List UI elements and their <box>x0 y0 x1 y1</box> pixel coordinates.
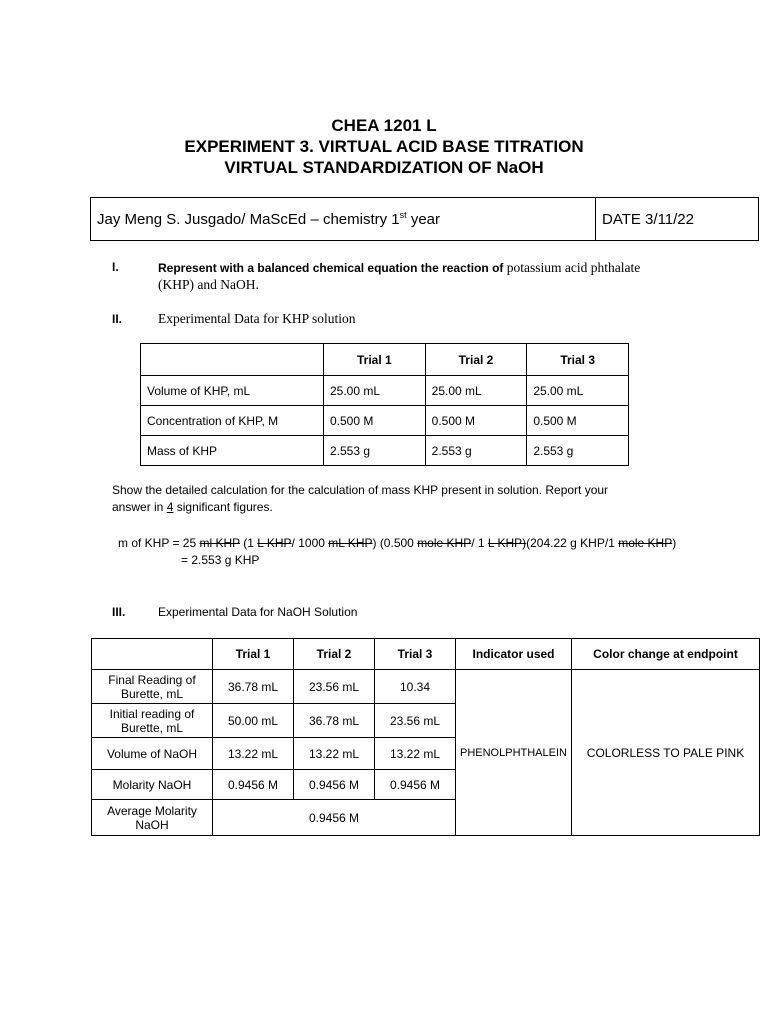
khp-data-table <box>140 343 629 466</box>
cell-trial-2: 2.553 g <box>425 436 527 466</box>
cell-trial-2: 23.56 mL <box>294 670 375 704</box>
course-code: CHEA 1201 L <box>331 116 437 135</box>
row-label: Average Molarity NaOH <box>92 800 213 836</box>
cell-trial-3: 10.34 <box>375 670 456 704</box>
khp-header-trial-2: Trial 2 <box>425 344 527 376</box>
student-info-box <box>90 197 759 241</box>
date-text: DATE 3/11/22 <box>602 210 694 228</box>
section-3-number: III. <box>112 605 126 619</box>
naoh-header-trial-1: Trial 1 <box>213 639 294 670</box>
experiment-subtitle: VIRTUAL STANDARDIZATION OF NaOH <box>224 158 544 177</box>
section-3-title: Experimental Data for NaOH Solution <box>158 605 358 619</box>
cell-trial-1: 25.00 mL <box>324 376 426 406</box>
khp-header-trial-1: Trial 1 <box>324 344 426 376</box>
cell-trial-1: 0.500 M <box>324 406 426 436</box>
row-label: Final Reading of Burette, mL <box>92 670 213 704</box>
naoh-header-indicator: Indicator used <box>456 639 572 670</box>
calc-instruction-line2: answer in 4 significant figures. <box>112 500 273 514</box>
row-label: Volume of NaOH <box>92 738 213 770</box>
naoh-header-trial-3: Trial 3 <box>375 639 456 670</box>
cell-trial-2: 0.500 M <box>425 406 527 436</box>
cell-trial-3: 2.553 g <box>527 436 629 466</box>
table-row <box>141 436 629 466</box>
section-2-title: Experimental Data for KHP solution <box>158 311 356 326</box>
khp-table-header-row <box>141 344 629 376</box>
calc-instruction-line1: Show the detailed calculation for the calculation of mass KHP present in solution. Report your <box>112 483 609 497</box>
cell-trial-1: 2.553 g <box>324 436 426 466</box>
cell-trial-2: 25.00 mL <box>425 376 527 406</box>
naoh-data-table <box>91 638 760 836</box>
cell-trial-2: 13.22 mL <box>294 738 375 770</box>
row-label: Initial reading of Burette, mL <box>92 704 213 738</box>
table-row <box>141 376 629 406</box>
khp-header-blank <box>141 344 324 376</box>
cell-trial-1: 50.00 mL <box>213 704 294 738</box>
average-molarity-value: 0.9456 M <box>213 800 456 836</box>
cell-trial-1: 0.9456 M <box>213 770 294 800</box>
date-cell <box>596 198 758 240</box>
naoh-header-color-change: Color change at endpoint <box>572 639 760 670</box>
indicator-cell: PHENOLPHTHALEIN <box>456 670 572 836</box>
cell-trial-3: 0.500 M <box>527 406 629 436</box>
row-label: Volume of KHP, mL <box>141 376 324 406</box>
cell-trial-3: 23.56 mL <box>375 704 456 738</box>
naoh-header-trial-2: Trial 2 <box>294 639 375 670</box>
student-name: Jay Meng S. Jusgado/ MaScEd – chemistry 1st year <box>97 210 441 228</box>
student-name-cell <box>91 198 596 240</box>
naoh-table-header-row <box>92 639 760 670</box>
cell-trial-3: 25.00 mL <box>527 376 629 406</box>
cell-trial-3: 0.9456 M <box>375 770 456 800</box>
cell-trial-1: 13.22 mL <box>213 738 294 770</box>
section-1-text: Represent with a balanced chemical equation the reaction of potassium acid phthalate <box>158 260 641 275</box>
table-row <box>141 406 629 436</box>
row-label: Concentration of KHP, M <box>141 406 324 436</box>
cell-trial-2: 0.9456 M <box>294 770 375 800</box>
color-change-cell: COLORLESS TO PALE PINK <box>572 670 760 836</box>
table-row <box>92 670 760 704</box>
section-1-number: I. <box>112 260 119 274</box>
section-2-number: II. <box>112 312 123 326</box>
khp-header-trial-3: Trial 3 <box>527 344 629 376</box>
section-1-text-line2: (KHP) and NaOH. <box>158 277 259 292</box>
calc-result: = 2.553 g KHP <box>181 553 260 567</box>
cell-trial-2: 36.78 mL <box>294 704 375 738</box>
naoh-header-blank <box>92 639 213 670</box>
cell-trial-1: 36.78 mL <box>213 670 294 704</box>
row-label: Mass of KHP <box>141 436 324 466</box>
calc-equation: m of KHP = 25 ml KHP (1 L KHP/ 1000 mL KHP) (0.500 mole KHP/ 1 L KHP)(204.22 g KHP/1 mole KHP) <box>118 536 677 550</box>
cell-trial-3: 13.22 mL <box>375 738 456 770</box>
row-label: Molarity NaOH <box>92 770 213 800</box>
experiment-title: EXPERIMENT 3. VIRTUAL ACID BASE TITRATION <box>184 137 584 156</box>
